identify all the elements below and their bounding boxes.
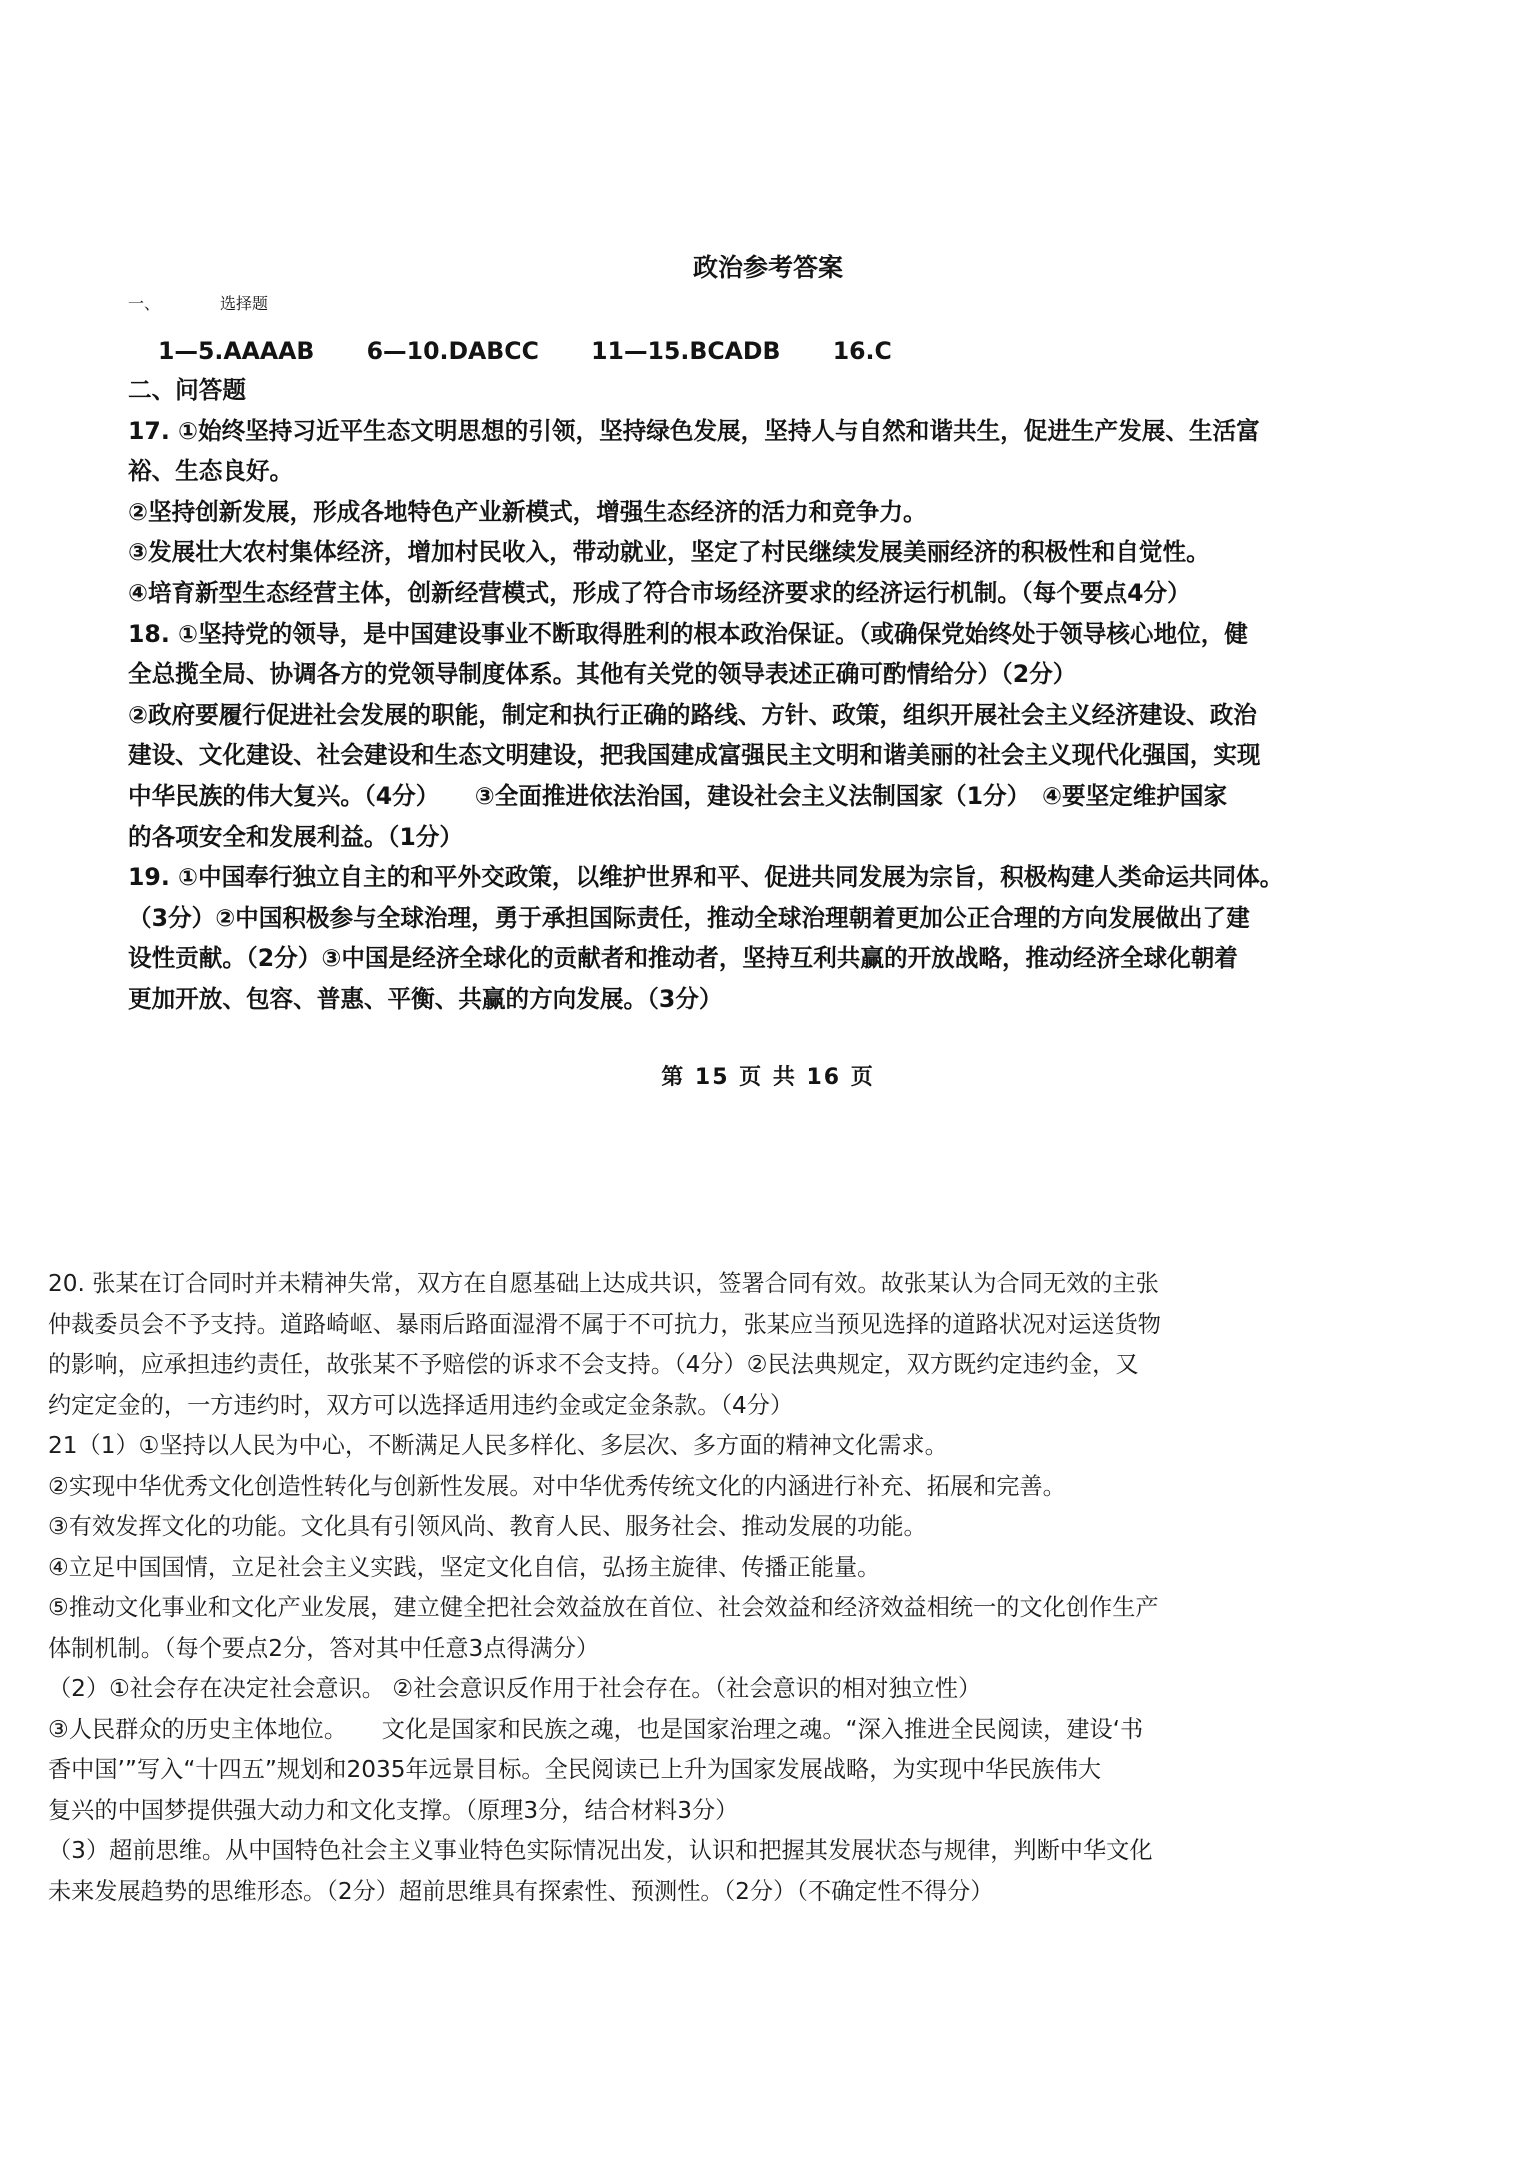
mc-answer-group: 6—10.DABCC <box>366 337 539 365</box>
answer-line: （3）超前思维。从中国特色社会主义事业特色实际情况出发，认识和把握其发展状态与规律，判断中华文化 <box>48 1837 1153 1864</box>
answer-line: 更加开放、包容、普惠、平衡、共赢的方向发展。（3分） <box>128 984 723 1013</box>
answer-line: 17. ①始终坚持习近平生态文明思想的引领，坚持绿色发展，坚持人与自然和谐共生，促进生产发展、生活富 <box>128 416 1260 445</box>
answer-line: 全总揽全局、协调各方的党领导制度体系。其他有关党的领导表述正确可酌情给分）（2分） <box>128 660 1077 689</box>
section-heading-qa: 二、问答题 <box>128 376 246 404</box>
answer-line: ③人民群众的历史主体地位。 文化是国家和民族之魂，也是国家治理之魂。“深入推进全民阅读，建设‘书 <box>48 1715 1144 1743</box>
answer-line: 20. 张某在订合同时并未精神失常，双方在自愿基础上达成共识，签署合同有效。故张某认为合同无效的主张 <box>48 1270 1159 1297</box>
answer-line: 的各项安全和发展利益。（1分） <box>128 822 463 851</box>
mc-answers <box>158 334 936 368</box>
answer-line: 的影响，应承担违约责任，故张某不予赔偿的诉求不会支持。（4分）②民法典规定，双方既约定违约金，又 <box>48 1351 1139 1378</box>
answer-line: 体制机制。（每个要点2分，答对其中任意3点得满分） <box>48 1634 600 1662</box>
mc-answer-group: 1—5.AAAAB <box>158 337 315 365</box>
answer-line: 中华民族的伟大复兴。（4分） ③全面推进依法治国，建设社会主义法制国家（1分） ④要坚定维护国家 <box>128 781 1228 810</box>
answer-line: 复兴的中国梦提供强大动力和文化支撑。（原理3分，结合材料3分） <box>48 1796 739 1824</box>
section-heading-choice <box>128 291 1468 314</box>
section-label: 选择题 <box>220 294 269 313</box>
answer-line: 设性贡献。（2分）③中国是经济全球化的贡献者和推动者，坚持互利共赢的开放战略，推动经济全球化朝着 <box>128 944 1238 973</box>
mc-answer-group: 11—15.BCADB <box>591 337 781 365</box>
answers-bottom-block <box>48 1264 1388 1912</box>
answer-line: 21（1）①坚持以人民为中心，不断满足人民多样化、多层次、多方面的精神文化需求。 <box>48 1432 948 1459</box>
answer-line: 约定定金的，一方违约时，双方可以选择适用违约金或定金条款。（4分） <box>48 1391 794 1419</box>
answer-line: ③发展壮大农村集体经济，增加村民收入，带动就业，坚定了村民继续发展美丽经济的积极性和自觉性。 <box>128 538 1210 567</box>
page-number: 第 15 页 共 16 页 <box>661 1065 875 1090</box>
answer-line: ④培育新型生态经营主体，创新经营模式，形成了符合市场经济要求的经济运行机制。（每个要点4分） <box>128 578 1191 607</box>
answer-line: ②坚持创新发展，形成各地特色产业新模式，增强生态经济的活力和竞争力。 <box>128 497 927 526</box>
answer-line: （2）①社会存在决定社会意识。 ②社会意识反作用于社会存在。（社会意识的相对独立性） <box>48 1675 982 1702</box>
answer-line: 裕、生态良好。 <box>128 457 294 486</box>
answer-line: ②实现中华优秀文化创造性转化与创新性发展。对中华优秀传统文化的内涵进行补充、拓展和完善。 <box>48 1472 1066 1500</box>
answer-line: 香中国’”写入“十四五”规划和2035年远景目标。全民阅读已上升为国家发展战略，为实现中华民族伟大 <box>48 1756 1102 1783</box>
section-number: 一、 <box>128 294 161 313</box>
mc-answer-group: 16.C <box>832 337 892 365</box>
answer-line: 未来发展趋势的思维形态。（2分）超前思维具有探索性、预测性。（2分）（不确定性不得分） <box>48 1877 994 1905</box>
answer-line: 18. ①坚持党的领导，是中国建设事业不断取得胜利的根本政治保证。（或确保党始终处于领导核心地位，健 <box>128 619 1248 648</box>
answer-line: ②政府要履行促进社会发展的职能，制定和执行正确的路线、方针、政策，组织开展社会主义经济建设、政治 <box>128 700 1257 729</box>
answer-line: ④立足中国国情，立足社会主义实践，坚定文化自信，弘扬主旋律、传播正能量。 <box>48 1553 881 1581</box>
answers-top-block <box>128 370 1468 1020</box>
answer-line: （3分）②中国积极参与全球治理，勇于承担国际责任，推动全球治理朝着更加公正合理的方向发展做出了建 <box>128 903 1250 932</box>
page-title: 政治参考答案 <box>692 253 843 282</box>
answer-line: ⑤推动文化事业和文化产业发展，建立健全把社会效益放在首位、社会效益和经济效益相统一的文化创作生产 <box>48 1594 1159 1621</box>
answer-line: ③有效发挥文化的功能。文化具有引领风尚、教育人民、服务社会、推动发展的功能。 <box>48 1513 927 1540</box>
answer-line: 19. ①中国奉行独立自主的和平外交政策，以维护世界和平、促进共同发展为宗旨，积极构建人类命运共同体。 <box>128 863 1284 892</box>
answer-line: 仲裁委员会不予支持。道路崎岖、暴雨后路面湿滑不属于不可抗力，张某应当预见选择的道路状况对运送货物 <box>48 1310 1161 1338</box>
answer-line: 建设、文化建设、社会建设和生态文明建设，把我国建成富强民主文明和谐美丽的社会主义现代化强国，实现 <box>128 741 1261 770</box>
